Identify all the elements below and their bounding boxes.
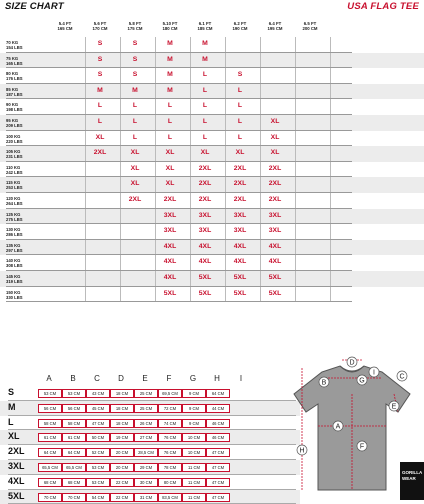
measure-cell: 18 CM [110,389,134,398]
size-cell: 3XL [233,211,247,219]
measure-cell: 64 CM [206,389,230,398]
size-cell: 2XL [268,164,282,172]
size-cell: M [202,55,208,63]
size-cell: L [167,117,173,125]
measure-cell: 61 CM [62,433,86,442]
measure-size-label: 5XL [8,490,25,501]
measure-cell: 26 CM [134,419,158,428]
height-col-8: 6.5 FT 200 CM [302,21,318,31]
size-cell: 3XL [233,227,247,235]
size-cell: 2XL [233,195,247,203]
size-cell: XL [130,164,140,172]
size-cell: 2XL [268,180,282,188]
measure-cell: 47 CM [206,448,230,457]
size-cell: S [97,40,103,47]
svg-text:H: H [299,447,305,455]
measure-cell: 47 CM [206,463,230,472]
size-cell: XL [270,149,280,157]
size-cell: S [97,71,103,79]
weight-row [0,193,424,209]
height-col-6: 6.2 FT 190 CM [232,21,248,31]
measure-row [0,416,300,431]
weight-label: 105 KG 231 LBS [6,149,23,160]
size-grid [0,37,424,302]
measure-cell: 10 CM [182,448,206,457]
size-cell: XL [270,133,280,141]
size-cell: L [97,117,103,125]
size-cell: L [237,133,243,141]
measure-cell: 76 CM [158,448,182,457]
measure-cell: 30 CM [134,478,158,487]
weight-row [0,53,424,69]
measure-cell: 47 CM [206,493,230,502]
height-col-3: 5.8 FT 175 CM [127,21,143,31]
measure-cell: 74 CM [158,419,182,428]
weight-row [0,84,424,100]
size-cell: S [237,71,243,79]
measure-cell: 9 CM [182,404,206,413]
size-cell: M [167,86,173,94]
measure-cell: 80 CM [158,478,182,487]
measure-cell: 70 CM [62,493,86,502]
measure-row [0,430,300,445]
size-cell: 4XL [198,258,212,266]
measure-col-header: A [46,374,52,383]
measure-cell: 56 CM [62,404,86,413]
size-cell: 3XL [198,211,212,219]
size-cell: XL [165,180,175,188]
size-cell: 5XL [233,289,247,297]
height-col-5: 6.1 FT 185 CM [197,21,213,31]
weight-row [0,37,424,53]
svg-text:G: G [359,377,365,385]
size-cell: S [132,40,138,47]
size-cell: L [132,133,138,141]
measure-cell: 53 CM [86,463,110,472]
weight-label: 90 KG 198 LBS [6,102,23,113]
measure-cell: 53 CM [38,389,62,398]
chart-title: SIZE CHART [5,1,64,12]
weight-label: 135 KG 297 LBS [6,242,23,253]
size-cell: XL [200,149,210,157]
size-cell: XL [130,180,140,188]
size-cell: M [167,55,173,63]
size-cell: 4XL [233,242,247,250]
measure-cell: 47 CM [86,419,110,428]
measure-cell: 83,5 CM [158,493,182,502]
size-cell: 4XL [268,258,282,266]
measure-cell: 64 CM [62,448,86,457]
size-cell: L [132,102,138,110]
measure-cell: 50 CM [86,433,110,442]
measure-cell: 70 CM [38,493,62,502]
measure-cell: 43 CM [86,389,110,398]
size-cell: L [237,117,243,125]
weight-label: 110 KG 242 LBS [6,164,23,175]
measure-cell: 46 CM [206,433,230,442]
size-cell: XL [165,164,175,172]
size-cell: XL [270,117,280,125]
weight-label: 140 KG 308 LBS [6,258,23,269]
size-cell: L [202,102,208,110]
measure-cell: 64 CM [38,448,62,457]
measure-cell: 27 CM [134,433,158,442]
size-cell: XL [235,149,245,157]
svg-text:D: D [349,359,355,367]
weight-label: 100 KG 220 LBS [6,133,23,144]
measure-col-header: H [214,374,220,383]
size-cell: 4XL [163,258,177,266]
svg-text:E: E [391,403,397,411]
size-cell: M [97,86,103,94]
size-cell: 4XL [198,242,212,250]
measure-cell: 53 CM [62,389,86,398]
product-title: USA FLAG TEE [347,1,419,12]
size-cell: 4XL [163,273,177,281]
size-cell: L [237,102,243,110]
measure-cell: 65,5 CM [62,463,86,472]
weight-label: 115 KG 253 LBS [6,180,23,191]
measure-size-label: 3XL [8,460,25,471]
height-col-2: 5.6 FT 170 CM [92,21,108,31]
svg-text:F: F [359,443,365,451]
measure-cell: 53 CM [86,478,110,487]
measure-col-header: I [239,374,243,383]
measure-cell: 11 CM [182,493,206,502]
weight-label: 70 KG 154 LBS [6,40,23,50]
size-cell: L [237,86,243,94]
measure-col-header: G [189,374,197,383]
measure-cell: 22 CM [110,478,134,487]
height-col-4: 5.10 FT 180 CM [162,21,178,31]
size-cell: M [202,40,208,47]
size-cell: L [167,102,173,110]
measure-size-label: XL [8,431,20,442]
size-cell: 2XL [128,195,142,203]
measure-col-header: B [70,374,76,383]
weight-row [0,224,424,240]
size-cell: M [132,86,138,94]
size-cell: L [202,86,208,94]
size-cell: 3XL [198,227,212,235]
measure-cell: 68 CM [62,478,86,487]
svg-text:B: B [321,379,327,387]
measure-cell: 31 CM [134,493,158,502]
size-cell: 2XL [198,195,212,203]
measure-cell: 56 CM [38,404,62,413]
weight-row [0,146,424,162]
size-cell: S [132,55,138,63]
size-cell: 5XL [268,289,282,297]
brand-logo: GORILLA WEAR [400,462,424,500]
weight-row [0,271,424,287]
measure-cell: 18 CM [110,419,134,428]
measure-cell: 72 CM [158,404,182,413]
size-cell: 3XL [268,227,282,235]
weight-row [0,287,424,303]
measure-size-label: 2XL [8,446,25,457]
size-cell: 2XL [198,164,212,172]
size-cell: 5XL [198,289,212,297]
svg-text:A: A [335,423,341,431]
height-col-7: 6.4 FT 195 CM [267,21,283,31]
measure-row [0,401,300,416]
measure-col-header: F [166,374,172,383]
measure-cell: 54 CM [86,493,110,502]
height-header [0,21,424,35]
weight-row [0,255,424,271]
size-cell: 2XL [268,195,282,203]
measure-row [0,490,300,504]
measure-size-label: 4XL [8,475,25,486]
weight-row [0,115,424,131]
measure-cell: 61 CM [38,433,62,442]
measurement-table [0,372,300,504]
size-cell: M [167,71,173,79]
size-cell: L [202,133,208,141]
measure-size-label: M [8,401,16,412]
height-col-1: 5.4 FT 165 CM [57,21,73,31]
size-cell: M [167,40,173,47]
weight-row [0,131,424,147]
size-cell: 2XL [233,180,247,188]
size-cell: 5XL [198,273,212,281]
measure-cell: 20 CM [110,448,134,457]
measure-cell: 45 CM [86,404,110,413]
measure-cell: 10 CM [182,433,206,442]
size-cell: XL [130,149,140,157]
weight-row [0,209,424,225]
size-cell: 5XL [233,273,247,281]
size-cell: XL [95,133,105,141]
measure-cell: 9 CM [182,389,206,398]
weight-label: 75 KG 165 LBS [6,55,23,66]
weight-label: 125 KG 275 LBS [6,211,23,222]
size-cell: 2XL [93,149,107,157]
measure-cell: 44 CM [206,404,230,413]
size-cell: 4XL [163,242,177,250]
size-cell: XL [165,149,175,157]
measure-col-header: C [94,374,100,383]
size-cell: S [132,71,138,79]
size-cell: 3XL [163,227,177,235]
measure-cell: 20 CM [110,463,134,472]
weight-row [0,240,424,256]
size-cell: 4XL [268,242,282,250]
measure-cell: 68 CM [38,478,62,487]
weight-row [0,162,424,178]
size-cell: 3XL [268,211,282,219]
size-cell: L [132,117,138,125]
measure-row [0,460,300,475]
size-cell: 5XL [268,273,282,281]
measure-cell: 25 CM [134,404,158,413]
measure-cell: 19 CM [110,433,134,442]
measure-cell: 58 CM [62,419,86,428]
measure-cell: 65,5 CM [38,463,62,472]
measure-cell: 47 CM [206,478,230,487]
weight-label: 95 KG 209 LBS [6,117,23,128]
measure-row [0,445,300,460]
size-cell: 2XL [233,164,247,172]
measure-cell: 58 CM [38,419,62,428]
measure-cell: 46 CM [206,419,230,428]
measure-cell: 28,5 CM [134,448,158,457]
size-cell: S [97,55,103,63]
measure-cell: 52 CM [86,448,110,457]
weight-row [0,68,424,84]
size-cell: 3XL [163,211,177,219]
measure-size-label: L [8,416,14,427]
weight-label: 85 KG 187 LBS [6,86,23,97]
size-cell: L [202,71,208,79]
weight-row [0,177,424,193]
measurement-header [0,372,300,386]
size-cell: L [202,117,208,125]
measure-cell: 18 CM [110,404,134,413]
weight-label: 145 KG 319 LBS [6,273,23,284]
measure-cell: 69,5 CM [158,389,182,398]
measure-row [0,386,300,401]
measure-cell: 78 CM [158,463,182,472]
weight-label: 120 KG 264 LBS [6,195,23,206]
weight-label: 150 KG 330 LBS [6,289,23,300]
weight-row [0,99,424,115]
size-cell: L [97,102,103,110]
measure-size-label: S [8,387,15,397]
measure-cell: 22 CM [110,493,134,502]
size-cell: L [167,133,173,141]
size-cell: 4XL [233,258,247,266]
size-cell: 2XL [163,195,177,203]
size-cell: 2XL [198,180,212,188]
measure-cell: 9 CM [182,419,206,428]
measure-cell: 25 CM [134,389,158,398]
measure-cell: 11 CM [182,463,206,472]
measure-row [0,475,300,490]
svg-text:I: I [373,369,375,377]
weight-label: 80 KG 176 LBS [6,71,23,82]
size-cell: 5XL [163,289,177,297]
measure-cell: 29 CM [134,463,158,472]
svg-text:C: C [399,373,405,381]
measure-cell: 76 CM [158,433,182,442]
weight-label: 130 KG 286 LBS [6,227,23,238]
measure-col-header: E [142,374,148,383]
measure-cell: 11 CM [182,478,206,487]
measure-col-header: D [118,374,124,383]
